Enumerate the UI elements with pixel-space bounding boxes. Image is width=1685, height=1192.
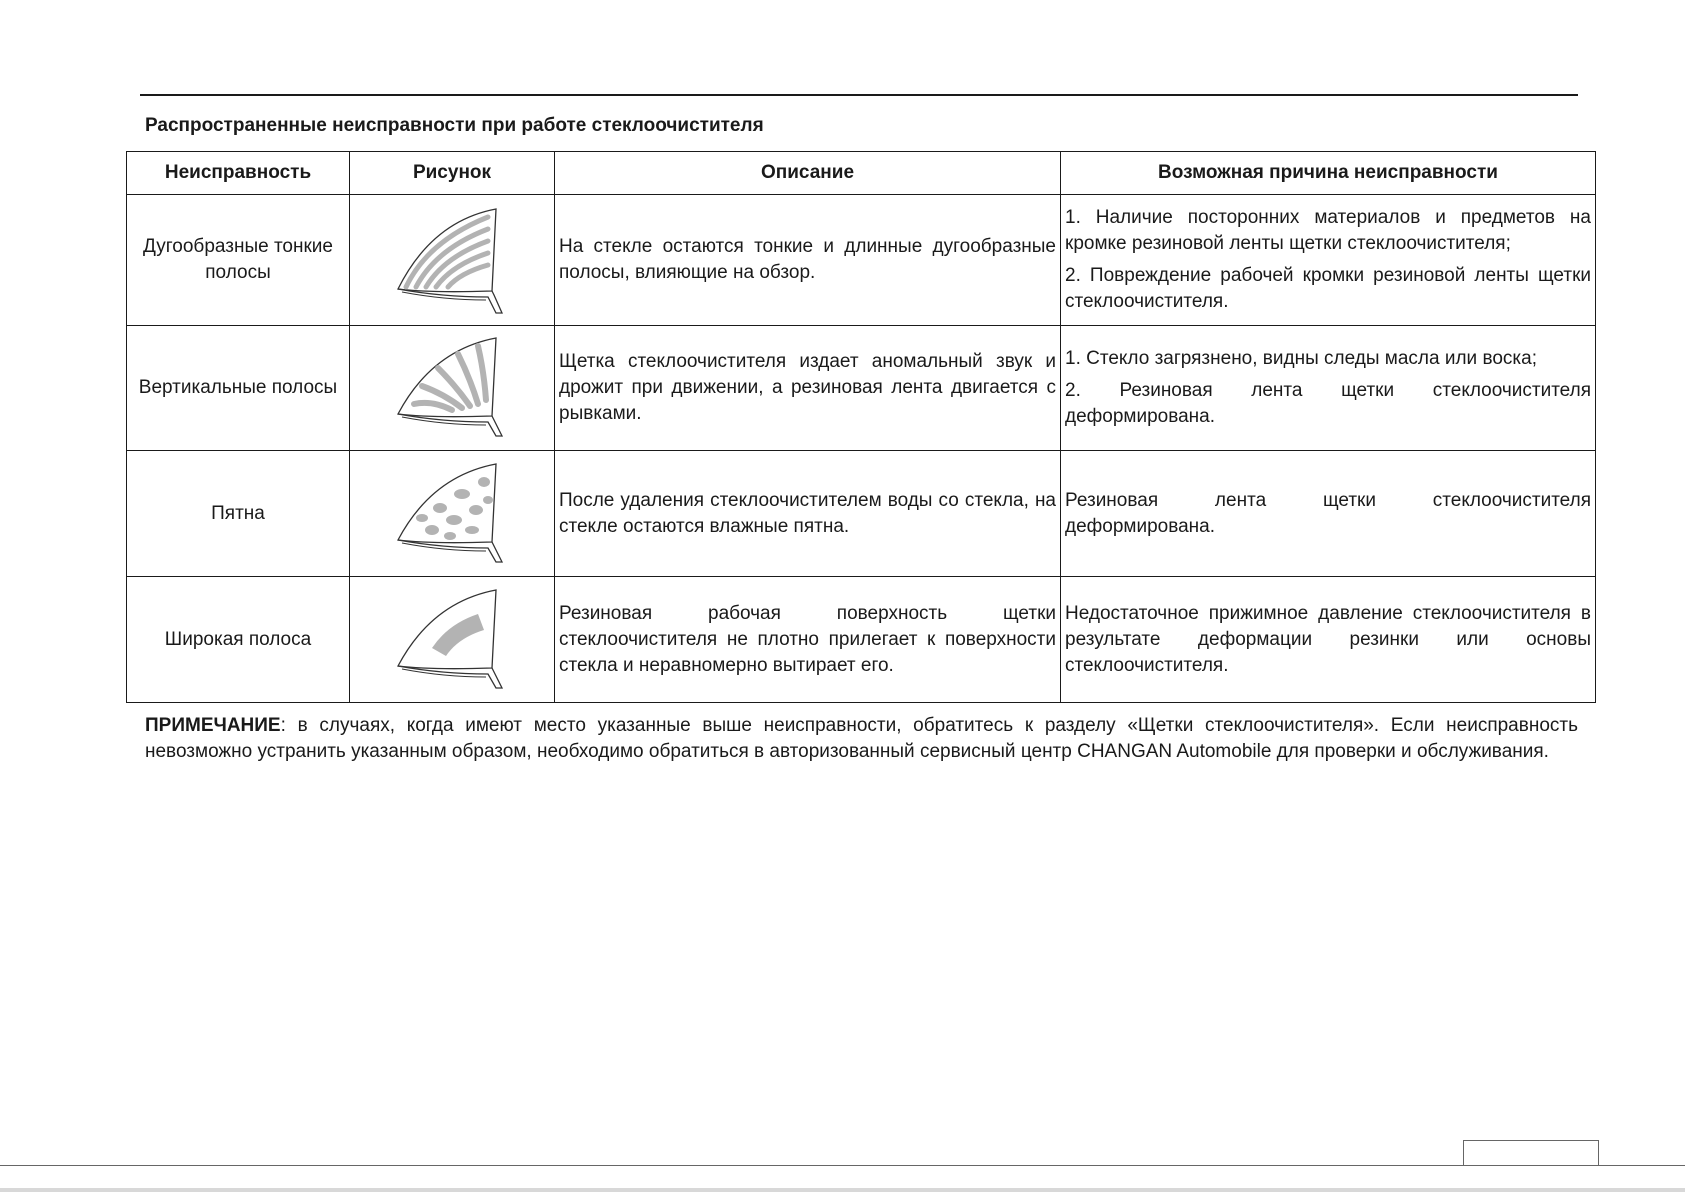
- description: На стекле остаются тонкие и длинные дугообразные полосы, влияющие на обзор.: [555, 195, 1061, 326]
- page-number-tab: [1463, 1140, 1599, 1165]
- bottom-rule: [0, 1165, 1685, 1166]
- cause-item: 2. Повреждение рабочей кромки резиновой ленты щетки стеклоочистителя.: [1065, 265, 1591, 312]
- note-text: : в случаях, когда имеют место указанные выше неисправности, обратитесь к разделу «Щетки стеклоочистителя». Если неисправность невозможно устранить указанным образом, необходимо обратиться в авторизованный сервисный центр CHANGAN Automobile для проверки и обслуживания.: [145, 715, 1578, 762]
- fault-name: Широкая полоса: [127, 577, 350, 703]
- header-description: Описание: [555, 152, 1061, 195]
- bottom-shade: [0, 1188, 1685, 1192]
- table-row: [127, 577, 1596, 703]
- table-header-row: [127, 152, 1596, 195]
- fault-name: Вертикальные полосы: [127, 326, 350, 451]
- cause-cell: [1061, 195, 1596, 326]
- cause-cell: [1061, 326, 1596, 451]
- figure-cell: [350, 451, 555, 577]
- cause-item: 2. Резиновая лента щетки стеклоочистителя деформирована.: [1065, 380, 1591, 427]
- description: Резиновая рабочая поверхность щетки стеклоочистителя не плотно прилегает к поверхности стекла и неравномерно вытирает его.: [555, 577, 1061, 703]
- cause-item: 1. Наличие посторонних материалов и предметов на кромке резиновой ленты щетки стеклоочистителя;: [1065, 207, 1591, 254]
- faults-table: [126, 151, 1596, 703]
- figure-cell: [350, 577, 555, 703]
- cause-item: Недостаточное прижимное давление стеклоочистителя в результате деформации резинки или основы стеклоочистителя.: [1065, 602, 1591, 676]
- wiper-wide-band-figure: [392, 586, 512, 694]
- fault-name: Дугообразные тонкие полосы: [127, 195, 350, 326]
- top-rule: [140, 94, 1578, 96]
- description: После удаления стеклоочистителем воды со стекла, на стекле остаются влажные пятна.: [555, 451, 1061, 577]
- table-row: [127, 195, 1596, 326]
- fault-name: Пятна: [127, 451, 350, 577]
- figure-cell: [350, 195, 555, 326]
- header-fault: Неисправность: [127, 152, 350, 195]
- table-row: [127, 326, 1596, 451]
- wiper-arc-streaks-figure: [392, 201, 512, 319]
- figure-cell: [350, 326, 555, 451]
- cause-cell: [1061, 451, 1596, 577]
- header-cause: Возможная причина неисправности: [1061, 152, 1596, 195]
- cause-item: Резиновая лента щетки стеклоочистителя деформирована.: [1065, 489, 1591, 537]
- wiper-vertical-streaks-figure: [392, 334, 512, 442]
- note-label: ПРИМЕЧАНИЕ: [145, 715, 281, 736]
- header-figure: Рисунок: [350, 152, 555, 195]
- cause-cell: [1061, 577, 1596, 703]
- table-row: [127, 451, 1596, 577]
- wiper-spots-figure: [392, 460, 512, 568]
- description: Щетка стеклоочистителя издает аномальный звук и дрожит при движении, а резиновая лента двигается с рывками.: [555, 326, 1061, 451]
- note-paragraph: [145, 713, 1578, 765]
- cause-item: 1. Стекло загрязнено, видны следы масла или воска;: [1065, 348, 1537, 369]
- section-title: Распространенные неисправности при работе стеклоочистителя: [145, 115, 764, 136]
